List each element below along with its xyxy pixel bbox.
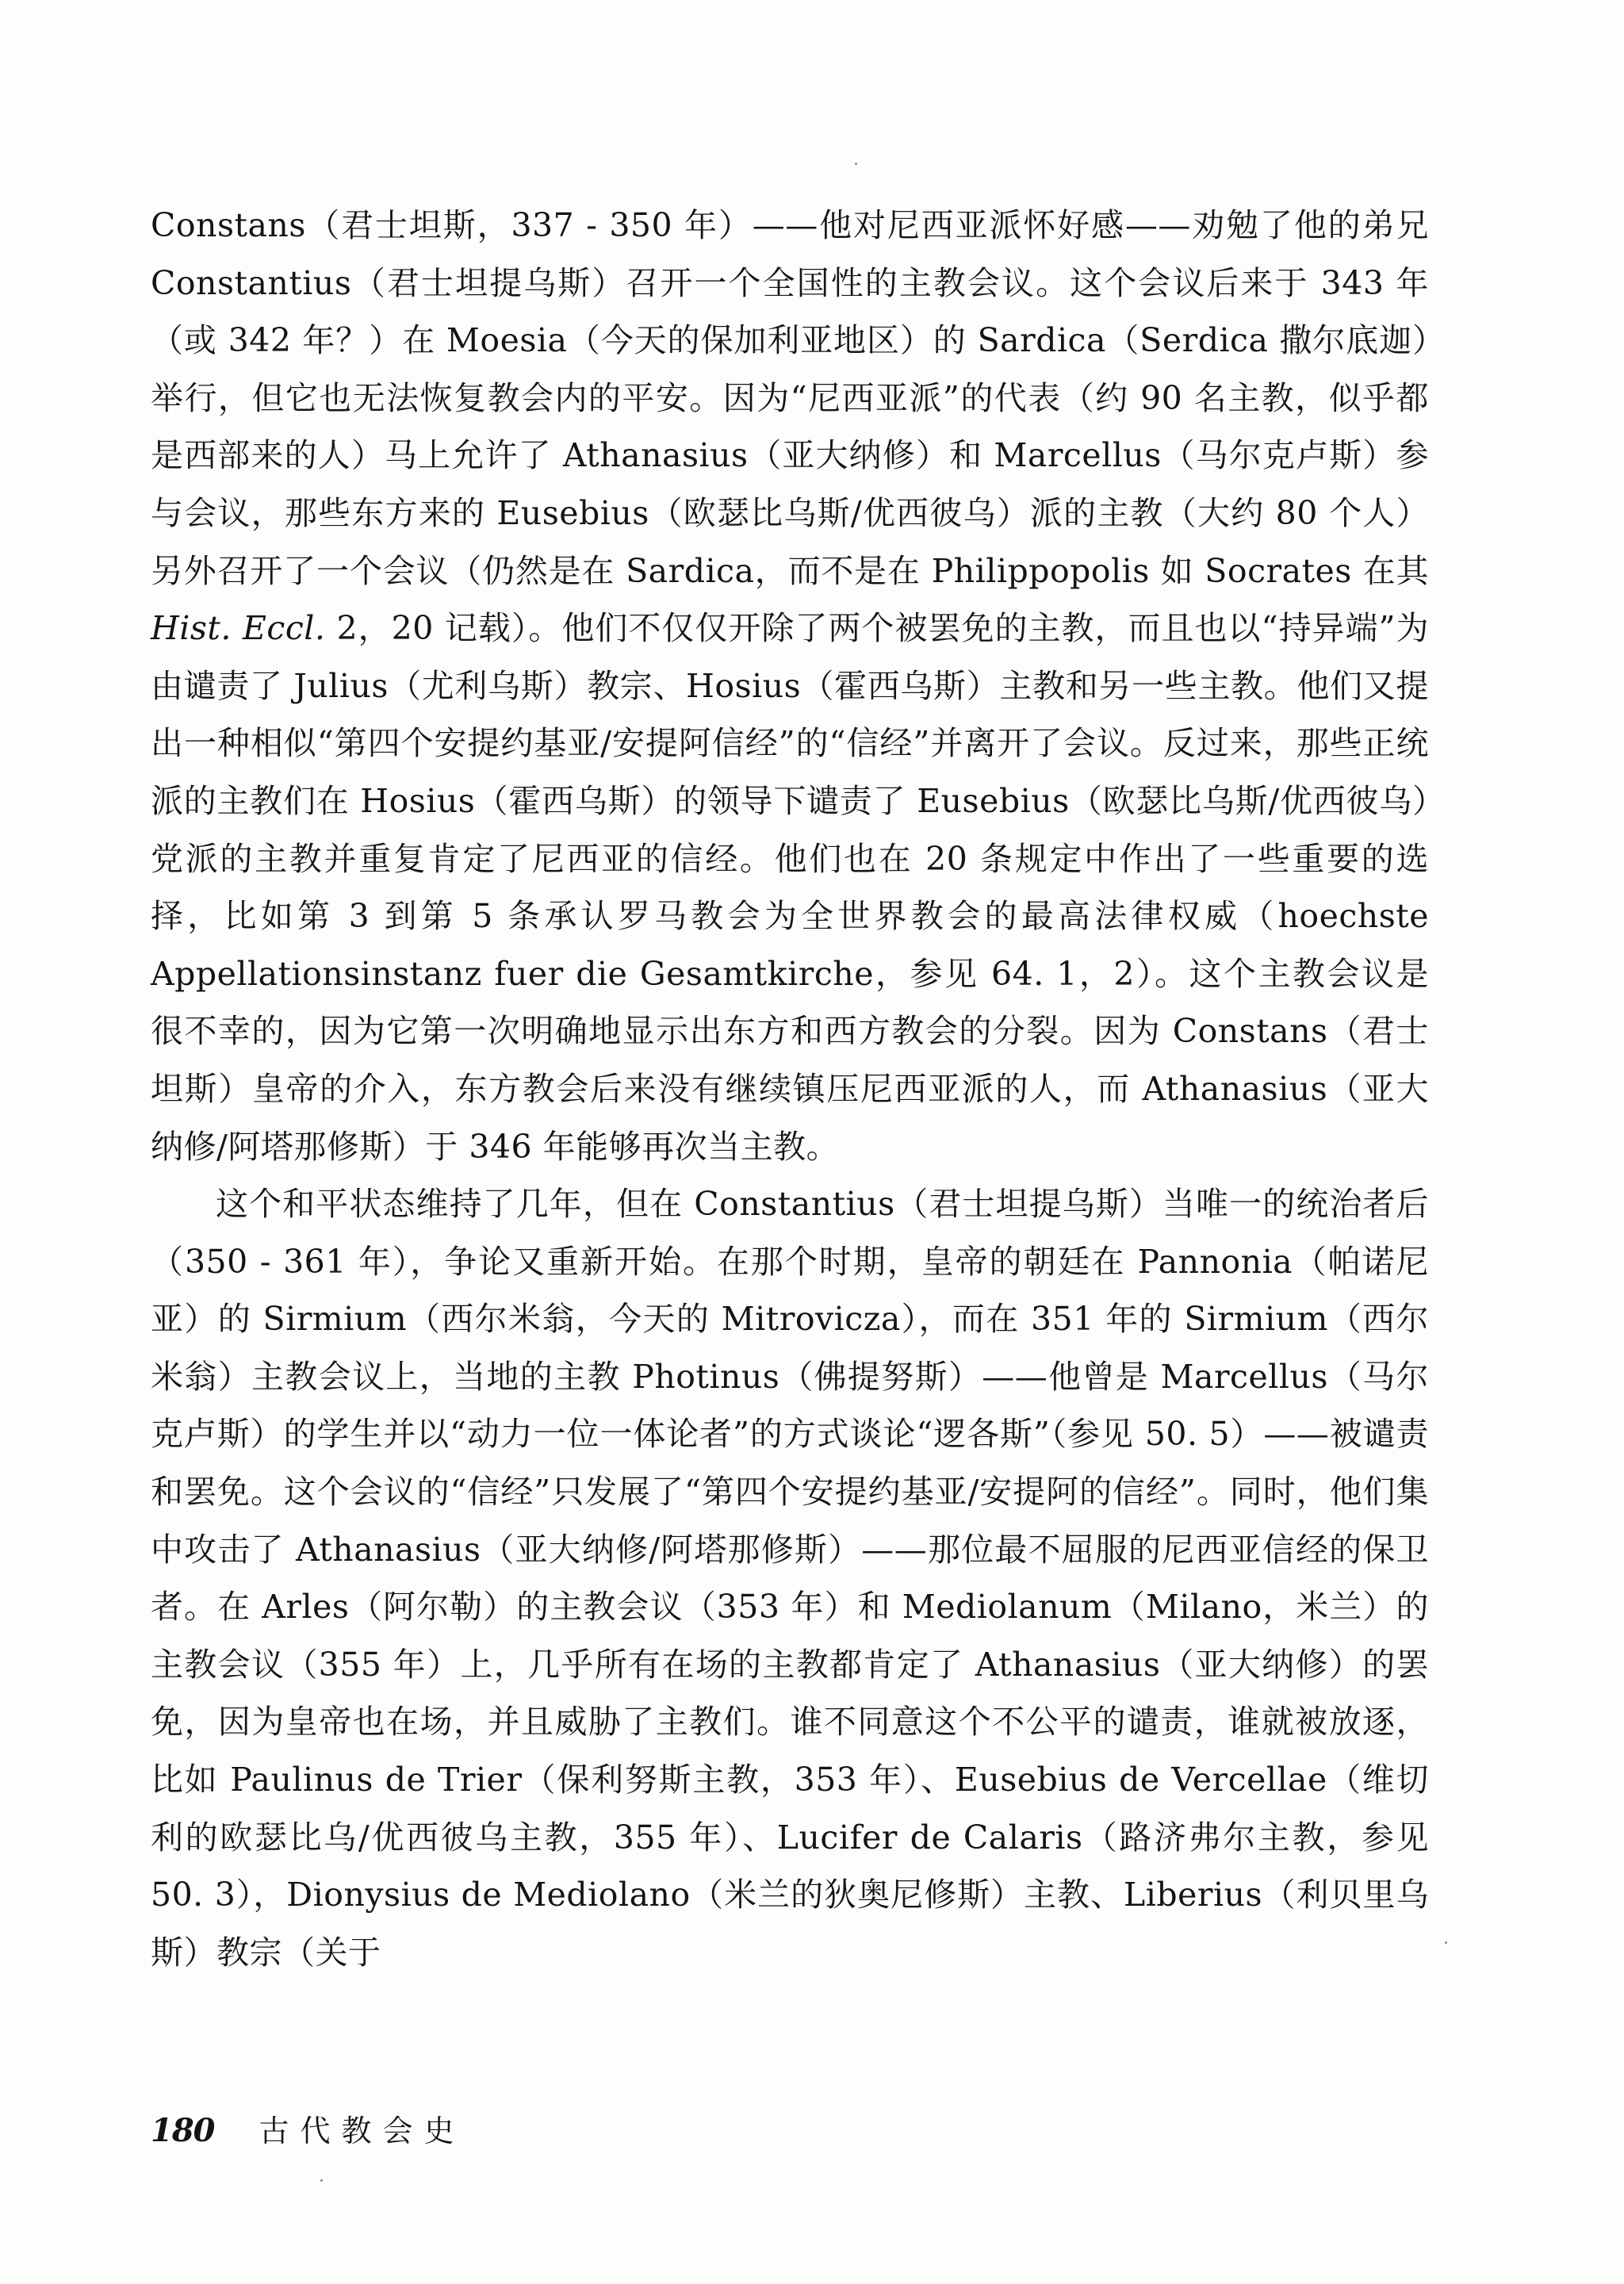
text-run: 2，20 记载）。他们不仅仅开除了两个被罢免的主教，而且也以“持异端”为由谴责了 Julius（尤利乌斯）教宗、Hosius（霍西乌斯）主教和另一些主教。他们又提出一种相似“第四个安提约基亚/安提阿信经”的“信经”并离开了会议。反过来，那些正统派的主教们在 Hosius（霍西乌斯）的领导下谴责了 Eusebius（欧瑟比乌斯/优西彼乌）党派的主教并重复肯定了尼西亚的信经。他们也在 20 条规定中作出了一些重要的选择，比如第 3 到第 5 条承认罗马教会为全世界教会的最高法律权威（hoechste Appellationsinstanz fuer die Gesamtkirche，参见 64. 1，2）。这个主教会议是很不幸的，因为它第一次明确地显示出东方和西方教会的分裂。因为 Constans（君士坦斯）皇帝的介入，东方教会后来没有继续镇压尼西亚派的人，而 Athanasius（亚大纳修/阿塔那修斯）于 346 年能够再次当主教。 [151, 609, 1429, 1166]
running-title: 古代教会史 [259, 2113, 465, 2148]
paragraph-1 [151, 197, 1429, 1175]
body-text [151, 197, 1429, 1981]
paragraph-2 [151, 1175, 1429, 1981]
page-number: 180 [151, 2112, 215, 2149]
text-run: 这个和平状态维持了几年，但在 Constantius（君士坦提乌斯）当唯一的统治者后（350 - 361 年），争论又重新开始。在那个时期，皇帝的朝廷在 Pannonia（帕诺尼亚）的 Sirmium（西尔米翁，今天的 Mitrovicza），而在 351 年的 Sirmium（西尔米翁）主教会议上，当地的主教 Photinus（佛提努斯）——他曾是 Marcellus（马尔克卢斯）的学生并以“动力一位一体论者”的方式谈论“逻各斯”（参见 50. 5）——被谴责和罢免。这个会议的“信经”只发展了“第四个安提约基亚/安提阿的信经”。同时，他们集中攻击了 Athanasius（亚大纳修/阿塔那修斯）——那位最不屈服的尼西亚信经的保卫者。在 Arles（阿尔勒）的主教会议（353 年）和 Mediolanum（Milano，米兰）的主教会议（355 年）上，几乎所有在场的主教都肯定了 Athanasius（亚大纳修）的罢免，因为皇帝也在场，并且威胁了主教们。谁不同意这个不公平的谴责，谁就被放逐，比如 Paulinus de Trier（保利努斯主教，353 年）、Eusebius de Vercellae（维切利的欧瑟比乌/优西彼乌主教，355 年）、Lucifer de Calaris（路济弗尔主教，参见 50. 3），Dionysius de Mediolano（米兰的狄奥尼修斯）主教、Liberius（利贝里乌斯）教宗（关于 [151, 1185, 1429, 1972]
print-speck [320, 2179, 323, 2182]
text-run-italic: Hist. Eccl. [151, 609, 326, 648]
print-speck [1445, 1941, 1447, 1944]
text-run: Constans（君士坦斯，337 - 350 年）——他对尼西亚派怀好感——劝勉了他的弟兄Constantius（君士坦提乌斯）召开一个全国性的主教会议。这个会议后来于 343 年（或 342 年？）在 Moesia（今天的保加利亚地区）的 Sardica（Serdica 撒尔底迦）举行，但它也无法恢复教会内的平安。因为“尼西亚派”的代表（约 90 名主教，似乎都是西部来的人）马上允许了 Athanasius（亚大纳修）和 Marcellus（马尔克卢斯）参与会议，那些东方来的 Eusebius（欧瑟比乌斯/优西彼乌）派的主教（大约 80 个人）另外召开了一个会议（仍然是在 Sardica，而不是在 Philippopolis 如 Socrates 在其 [151, 206, 1429, 590]
page-footer [151, 2106, 465, 2150]
print-speck [855, 163, 857, 165]
